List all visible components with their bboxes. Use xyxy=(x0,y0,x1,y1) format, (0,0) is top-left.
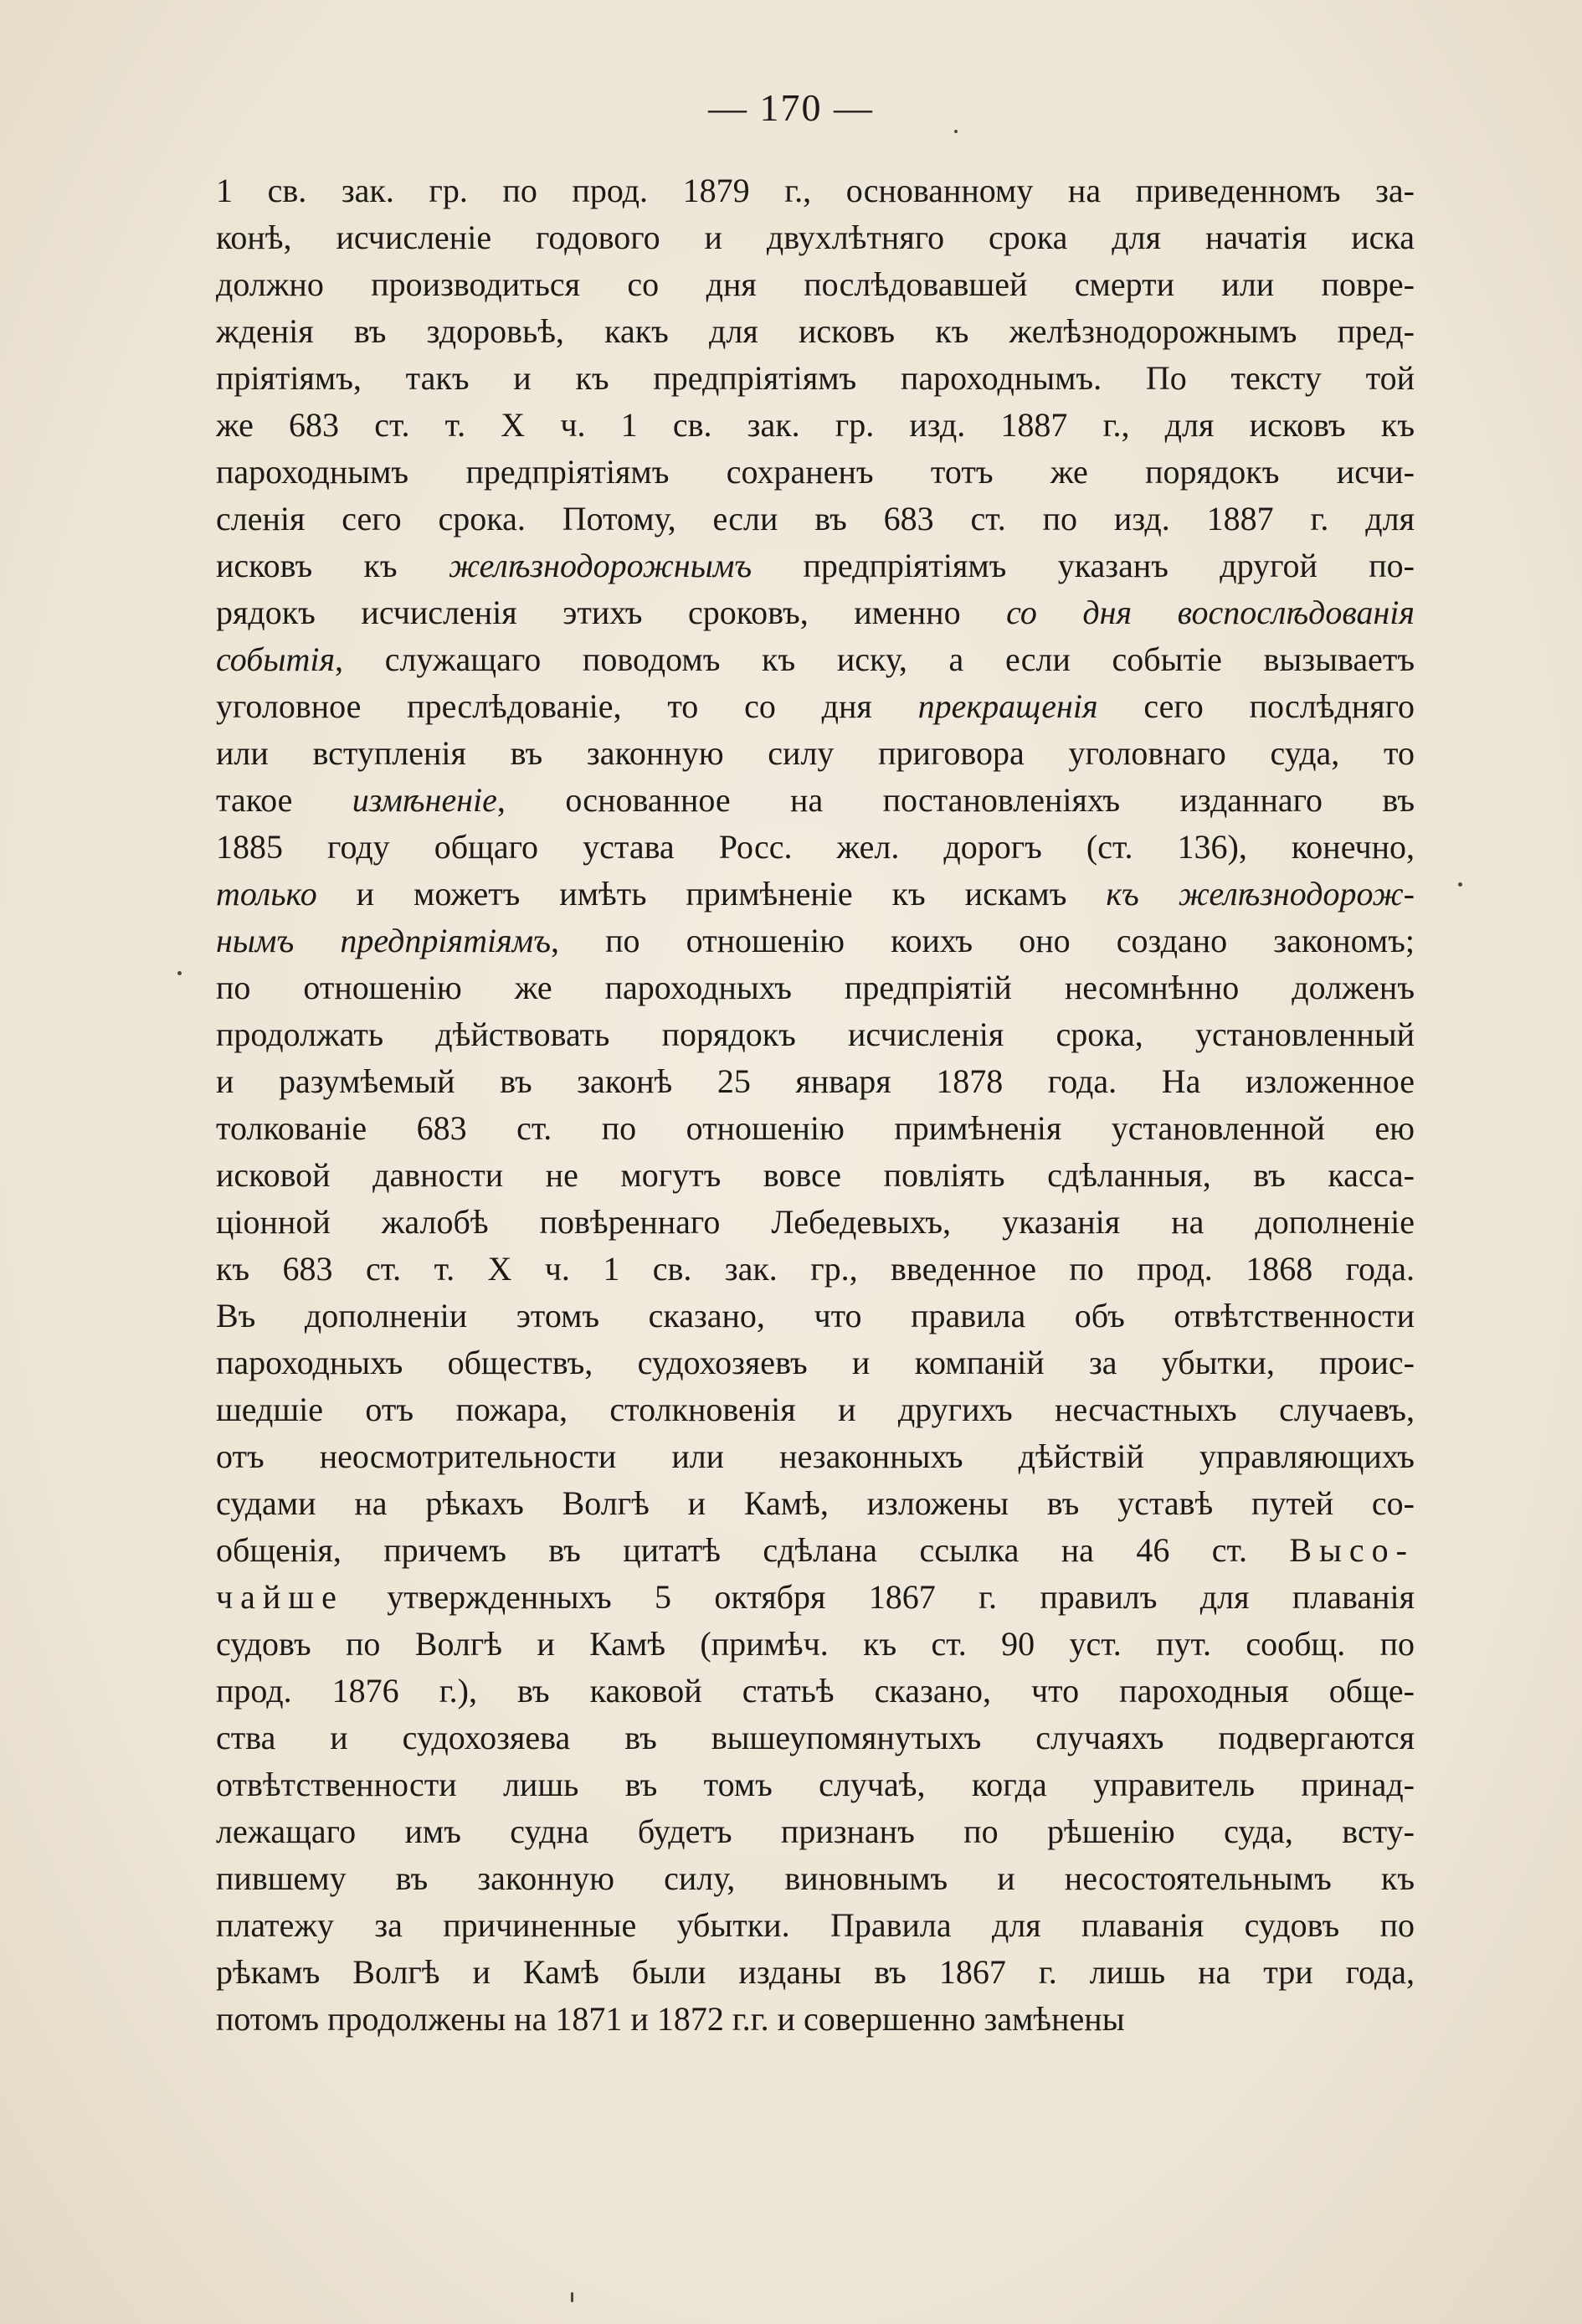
text-segment: конѣ, исчисленіе годового и двухлѣтняго срока для начатія иска xyxy=(216,219,1415,256)
text-segment: утвержденныхъ 5 октября 1867 г. правилъ для плаванія xyxy=(343,1578,1415,1616)
text-segment: толкованіе 683 ст. по отношенію примѣненія установленной ею xyxy=(216,1109,1415,1147)
text-segment: исковой давности не могутъ вовсе повліять сдѣланныя, въ касса- xyxy=(216,1156,1415,1194)
text-line xyxy=(216,1011,1415,1058)
text-segment: такое xyxy=(216,781,352,819)
text-line xyxy=(216,496,1415,542)
spaced-emphasis: Высо- xyxy=(1289,1531,1415,1569)
text-line xyxy=(216,730,1415,777)
italic-emphasis: только xyxy=(216,875,317,913)
italic-emphasis: желѣзнодорожнымъ xyxy=(448,547,752,584)
text-line xyxy=(216,1293,1415,1339)
text-line xyxy=(216,824,1415,871)
text-segment: шедшіе отъ пожара, столкновенія и другихъ несчастныхъ случаевъ, xyxy=(216,1391,1415,1428)
text-line xyxy=(216,1621,1415,1668)
text-line xyxy=(216,1480,1415,1527)
text-segment: пароходнымъ предпріятіямъ сохраненъ тотъ же порядокъ исчи- xyxy=(216,453,1415,491)
text-line xyxy=(216,1433,1415,1480)
paper-speck xyxy=(1458,882,1462,887)
text-line xyxy=(216,1761,1415,1808)
text-segment: судовъ по Волгѣ и Камѣ (примѣч. къ ст. 90 уст. пут. сообщ. по xyxy=(216,1625,1415,1663)
text-segment: же 683 ст. т. X ч. 1 св. зак. гр. изд. 1887 г., для исковъ къ xyxy=(216,406,1415,444)
text-segment: рѣкамъ Волгѣ и Камѣ были изданы въ 1867 г. лишь на три года, xyxy=(216,1953,1415,1991)
text-line xyxy=(216,449,1415,496)
text-line xyxy=(216,1996,1415,2043)
text-segment: сленія сего срока. Потому, если въ 683 ст. по изд. 1887 г. для xyxy=(216,500,1415,537)
text-segment: пріятіямъ, такъ и къ предпріятіямъ пароходнымъ. По тексту той xyxy=(216,359,1415,397)
text-line xyxy=(216,964,1415,1011)
text-line xyxy=(216,589,1415,636)
text-segment: пароходныхъ обществъ, судохозяевъ и компаній за убытки, проис- xyxy=(216,1344,1415,1381)
text-segment: или вступленія въ законную силу приговора уголовнаго суда, то xyxy=(216,734,1415,772)
text-line xyxy=(216,871,1415,918)
text-segment: пившему въ законную силу, виновнымъ и несостоятельнымъ къ xyxy=(216,1859,1415,1897)
text-segment: потомъ продолжены на 1871 и 1872 г.г. и совершенно замѣнены xyxy=(216,2000,1125,2038)
text-segment: и разумѣемый въ законѣ 25 января 1878 года. На изложенное xyxy=(216,1062,1415,1100)
text-segment: 1885 году общаго устава Росс. жел. дорогъ (ст. 136), конечно, xyxy=(216,828,1415,866)
text-line xyxy=(216,1527,1415,1574)
text-line xyxy=(216,1339,1415,1386)
italic-emphasis: событія xyxy=(216,640,336,678)
text-line xyxy=(216,1902,1415,1949)
text-segment: 1 св. зак. гр. по прод. 1879 г., основанному на приведенномъ за- xyxy=(216,172,1415,209)
text-line xyxy=(216,1246,1415,1293)
text-segment: Въ дополненіи этомъ сказано, что правила объ отвѣтственности xyxy=(216,1297,1415,1334)
page-number: — 170 — xyxy=(708,86,874,129)
italic-emphasis: нымъ предпріятіямъ xyxy=(216,922,551,959)
italic-emphasis: со дня воспослѣдованія xyxy=(1006,594,1415,631)
text-line xyxy=(216,214,1415,261)
paper-speck xyxy=(571,2292,573,2302)
text-segment: ства и судохозяева въ вышеупомянутыхъ случаяхъ подвергаются xyxy=(216,1719,1415,1756)
text-segment: , основанное на постановленіяхъ изданнаго въ xyxy=(496,781,1415,819)
text-segment: уголовное преслѣдованіе, то со дня xyxy=(216,687,918,725)
text-segment: платежу за причиненные убытки. Правила для плаванія судовъ по xyxy=(216,1906,1415,1944)
text-segment: по отношенію же пароходныхъ предпріятій несомнѣнно долженъ xyxy=(216,969,1415,1006)
text-line xyxy=(216,402,1415,449)
text-line xyxy=(216,1199,1415,1246)
text-line xyxy=(216,167,1415,214)
text-segment: жденія въ здоровьѣ, какъ для исковъ къ желѣзнодорожнымъ пред- xyxy=(216,312,1415,350)
text-segment: судами на рѣкахъ Волгѣ и Камѣ, изложены въ уставѣ путей со- xyxy=(216,1484,1415,1522)
paper-speck xyxy=(954,130,958,133)
text-segment: , по отношенію коихъ оно создано закономъ; xyxy=(550,922,1415,959)
text-segment: и можетъ имѣть примѣненіе къ искамъ xyxy=(316,875,1107,913)
text-line xyxy=(216,308,1415,355)
text-segment: предпріятіямъ указанъ другой по- xyxy=(752,547,1415,584)
text-line xyxy=(216,1058,1415,1105)
text-line xyxy=(216,1949,1415,1996)
text-segment: , служащаго поводомъ къ иску, а если событіе вызываетъ xyxy=(335,640,1415,678)
text-segment: исковъ къ xyxy=(216,547,449,584)
body-text xyxy=(216,167,1415,2043)
text-line xyxy=(216,1152,1415,1199)
text-line xyxy=(216,777,1415,824)
italic-emphasis: къ желѣзнодорож- xyxy=(1106,875,1415,913)
text-line xyxy=(216,1715,1415,1761)
text-line xyxy=(216,1808,1415,1855)
text-line xyxy=(216,542,1415,589)
text-line xyxy=(216,1386,1415,1433)
text-line xyxy=(216,636,1415,683)
text-segment: продолжать дѣйствовать порядокъ исчисленія срока, установленный xyxy=(216,1015,1415,1053)
italic-emphasis: прекращенія xyxy=(917,687,1098,725)
text-segment: къ 683 ст. т. X ч. 1 св. зак. гр., введенное по прод. 1868 года. xyxy=(216,1250,1415,1288)
text-segment: рядокъ исчисленія этихъ сроковъ, именно xyxy=(216,594,1007,631)
text-segment: должно производиться со дня послѣдовавшей смерти или повре- xyxy=(216,265,1415,303)
text-segment: лежащаго имъ судна будетъ признанъ по рѣшенію суда, всту- xyxy=(216,1812,1415,1850)
text-segment: прод. 1876 г.), въ каковой статьѣ сказано, что пароходныя обще- xyxy=(216,1672,1415,1710)
text-segment: ціонной жалобѣ повѣреннаго Лебедевыхъ, указанія на дополненіе xyxy=(216,1203,1415,1241)
text-segment: отвѣтственности лишь въ томъ случаѣ, когда управитель принад- xyxy=(216,1766,1415,1803)
text-line xyxy=(216,1574,1415,1621)
text-line xyxy=(216,683,1415,730)
paper-speck xyxy=(177,971,182,975)
text-segment: отъ неосмотрительности или незаконныхъ дѣйствій управляющихъ xyxy=(216,1437,1415,1475)
text-segment: сего послѣдняго xyxy=(1097,687,1415,725)
text-line xyxy=(216,1105,1415,1152)
text-line xyxy=(216,1668,1415,1715)
spaced-emphasis: чайше xyxy=(216,1578,344,1616)
text-line xyxy=(216,1855,1415,1902)
italic-emphasis: измѣненіе xyxy=(352,781,497,819)
text-line xyxy=(216,918,1415,964)
text-line xyxy=(216,355,1415,402)
text-line xyxy=(216,261,1415,308)
text-segment: общенія, причемъ въ цитатѣ сдѣлана ссылка на 46 ст. xyxy=(216,1531,1290,1569)
